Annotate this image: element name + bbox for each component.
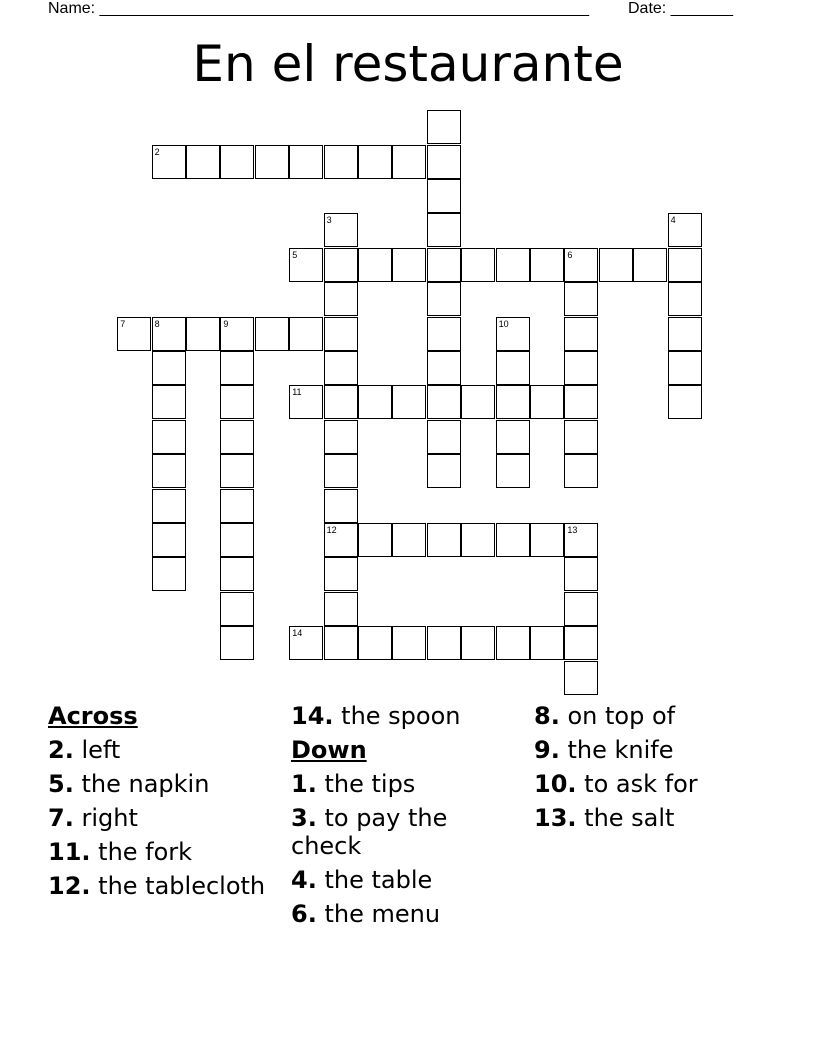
clue-number: 13.: [534, 804, 577, 832]
grid-cell[interactable]: [186, 317, 220, 351]
down-heading: Down: [291, 736, 367, 764]
page-title: En el restaurante: [192, 35, 624, 93]
grid-cell[interactable]: [564, 592, 598, 626]
clue-column-1: [48, 702, 278, 906]
clue-item: [291, 866, 521, 894]
grid-cell[interactable]: [427, 282, 461, 316]
clue-number: 9.: [534, 736, 560, 764]
clue-item: [48, 736, 278, 764]
clue-item: [291, 702, 521, 730]
grid-cell[interactable]: [324, 317, 358, 351]
grid-cell[interactable]: [564, 454, 598, 488]
grid-cell[interactable]: [220, 145, 254, 179]
clue-number-label: 7: [120, 318, 126, 329]
grid-cell[interactable]: [427, 145, 461, 179]
grid-cell[interactable]: [564, 351, 598, 385]
grid-cell[interactable]: [358, 523, 392, 557]
grid-cell[interactable]: [461, 385, 495, 419]
grid-cell[interactable]: [358, 248, 392, 282]
grid-cell[interactable]: [324, 626, 358, 660]
grid-cell[interactable]: [668, 351, 702, 385]
grid-cell[interactable]: [461, 523, 495, 557]
grid-cell[interactable]: [324, 351, 358, 385]
grid-cell[interactable]: [220, 385, 254, 419]
clue-column-3: [534, 702, 764, 838]
grid-cell[interactable]: [427, 454, 461, 488]
grid-cell[interactable]: [152, 420, 186, 454]
grid-cell[interactable]: [220, 557, 254, 591]
grid-cell[interactable]: [152, 489, 186, 523]
grid-cell[interactable]: [427, 523, 461, 557]
clue-number-label: 11: [292, 387, 302, 398]
grid-cell[interactable]: [152, 454, 186, 488]
grid-cell[interactable]: [117, 317, 151, 351]
grid-cell[interactable]: [427, 351, 461, 385]
clue-number-label: 10: [498, 318, 509, 329]
grid-cell[interactable]: [427, 385, 461, 419]
grid-cell[interactable]: [324, 454, 358, 488]
grid-cell[interactable]: [530, 385, 564, 419]
clue-item: [291, 900, 521, 928]
grid-cell[interactable]: [358, 626, 392, 660]
grid-cell[interactable]: [255, 317, 289, 351]
grid-cell[interactable]: [496, 523, 530, 557]
grid-cell[interactable]: [186, 145, 220, 179]
grid-cell[interactable]: [324, 385, 358, 419]
grid-cell[interactable]: [668, 213, 702, 247]
grid-cell[interactable]: [564, 661, 598, 695]
grid-cell[interactable]: [255, 145, 289, 179]
name-label: Name: _______________________________________________________: [48, 0, 589, 17]
clue-text: the table: [324, 866, 433, 894]
clue-number: 3.: [291, 804, 317, 832]
clue-item: [291, 770, 521, 798]
grid-cell[interactable]: [324, 420, 358, 454]
clue-item: [534, 770, 764, 798]
grid-cell[interactable]: [152, 523, 186, 557]
grid-cell[interactable]: [324, 145, 358, 179]
grid-cell[interactable]: [530, 248, 564, 282]
grid-cell[interactable]: [496, 351, 530, 385]
clue-item: [48, 872, 278, 900]
clue-number-label: 2: [154, 146, 160, 157]
clue-text: the tips: [324, 770, 416, 798]
date-label: Date: _______: [628, 0, 733, 17]
clue-text: on top of: [567, 702, 676, 730]
clue-item: [534, 736, 764, 764]
grid-cell[interactable]: [220, 523, 254, 557]
grid-cell[interactable]: [427, 213, 461, 247]
grid-cell[interactable]: [324, 213, 358, 247]
grid-cell[interactable]: [324, 557, 358, 591]
clue-item: [48, 838, 278, 866]
grid-cell[interactable]: [152, 385, 186, 419]
grid-cell[interactable]: [496, 626, 530, 660]
grid-cell[interactable]: [427, 248, 461, 282]
grid-cell[interactable]: [392, 145, 426, 179]
grid-cell[interactable]: [324, 282, 358, 316]
grid-cell[interactable]: [668, 317, 702, 351]
clue-number: 7.: [48, 804, 74, 832]
grid-cell[interactable]: [668, 282, 702, 316]
grid-cell[interactable]: [668, 385, 702, 419]
clue-text: right: [81, 804, 138, 832]
grid-cell[interactable]: [564, 282, 598, 316]
clue-text: the tablecloth: [98, 872, 266, 900]
grid-cell[interactable]: [392, 523, 426, 557]
grid-cell[interactable]: [427, 110, 461, 144]
clue-text: the salt: [584, 804, 675, 832]
grid-cell[interactable]: [220, 454, 254, 488]
grid-cell[interactable]: [324, 489, 358, 523]
clue-number: 10.: [534, 770, 577, 798]
grid-cell[interactable]: [496, 317, 530, 351]
grid-cell[interactable]: [289, 317, 323, 351]
clue-text: the knife: [567, 736, 674, 764]
grid-cell[interactable]: [496, 420, 530, 454]
grid-cell[interactable]: [564, 385, 598, 419]
grid-cell[interactable]: [461, 248, 495, 282]
grid-cell[interactable]: [152, 557, 186, 591]
clue-number-label: 12: [326, 525, 337, 535]
clue-text: the menu: [324, 900, 441, 928]
clue-text: the fork: [98, 838, 193, 866]
clue-item: [291, 804, 521, 860]
grid-cell[interactable]: [496, 248, 530, 282]
clue-text: to ask for: [584, 770, 698, 798]
clue-number: 2.: [48, 736, 74, 764]
grid-cell[interactable]: [564, 317, 598, 351]
clue-number: 6.: [291, 900, 317, 928]
clue-number: 12.: [48, 872, 91, 900]
clue-number-label: 5: [292, 249, 298, 260]
grid-cell[interactable]: [496, 385, 530, 419]
grid-cell[interactable]: [152, 317, 186, 351]
grid-cell[interactable]: [530, 523, 564, 557]
clue-number: 14.: [291, 702, 334, 730]
clue-number: 8.: [534, 702, 560, 730]
grid-cell[interactable]: [599, 248, 633, 282]
clue-text: the napkin: [81, 770, 210, 798]
clue-number-label: 6: [567, 249, 573, 260]
grid-cell[interactable]: [427, 420, 461, 454]
clue-number: 11.: [48, 838, 91, 866]
clue-item: [48, 770, 278, 798]
across-heading: Across: [48, 702, 138, 730]
clue-number: 5.: [48, 770, 74, 798]
grid-cell[interactable]: [530, 626, 564, 660]
grid-cell[interactable]: [461, 626, 495, 660]
grid-cell[interactable]: [220, 489, 254, 523]
clue-number-label: 3: [326, 215, 332, 226]
grid-cell[interactable]: [427, 179, 461, 213]
clue-number-label: 4: [670, 215, 676, 226]
grid-cell[interactable]: [220, 351, 254, 385]
grid-cell[interactable]: [496, 454, 530, 488]
clue-number-label: 14: [292, 628, 303, 639]
grid-cell[interactable]: [220, 317, 254, 351]
clue-column-2: [291, 702, 521, 934]
clue-number: 4.: [291, 866, 317, 894]
clue-number-label: 9: [223, 318, 229, 329]
clue-text: to pay the check: [291, 804, 448, 860]
grid-cell[interactable]: [427, 626, 461, 660]
clue-number-label: 13: [567, 525, 578, 535]
grid-cell[interactable]: [633, 248, 667, 282]
grid-cell[interactable]: [289, 248, 323, 282]
grid-cell[interactable]: [289, 626, 323, 660]
grid-cell[interactable]: [289, 385, 323, 419]
grid-cell[interactable]: [324, 523, 358, 557]
grid-cell[interactable]: [668, 248, 702, 282]
grid-cell[interactable]: [152, 351, 186, 385]
grid-cell[interactable]: [152, 145, 186, 179]
grid-cell[interactable]: [392, 248, 426, 282]
grid-cell[interactable]: [564, 557, 598, 591]
grid-cell[interactable]: [324, 248, 358, 282]
grid-cell[interactable]: [220, 592, 254, 626]
clue-item: [534, 702, 764, 730]
clue-text: the spoon: [341, 702, 461, 730]
clue-number: 1.: [291, 770, 317, 798]
grid-cell[interactable]: [564, 523, 598, 557]
grid-cell[interactable]: [564, 420, 598, 454]
clue-item: [48, 804, 278, 832]
grid-cell[interactable]: [564, 626, 598, 660]
grid-cell[interactable]: [220, 420, 254, 454]
grid-cell[interactable]: [289, 145, 323, 179]
clue-number-label: 8: [154, 318, 160, 329]
grid-cell[interactable]: [324, 592, 358, 626]
clue-item: [534, 804, 764, 832]
grid-cell[interactable]: [392, 385, 426, 419]
grid-cell[interactable]: [392, 626, 426, 660]
grid-cell[interactable]: [358, 385, 392, 419]
grid-cell[interactable]: [220, 626, 254, 660]
grid-cell[interactable]: [358, 145, 392, 179]
grid-cell[interactable]: [564, 248, 598, 282]
grid-cell[interactable]: [427, 317, 461, 351]
clue-text: left: [81, 736, 121, 764]
